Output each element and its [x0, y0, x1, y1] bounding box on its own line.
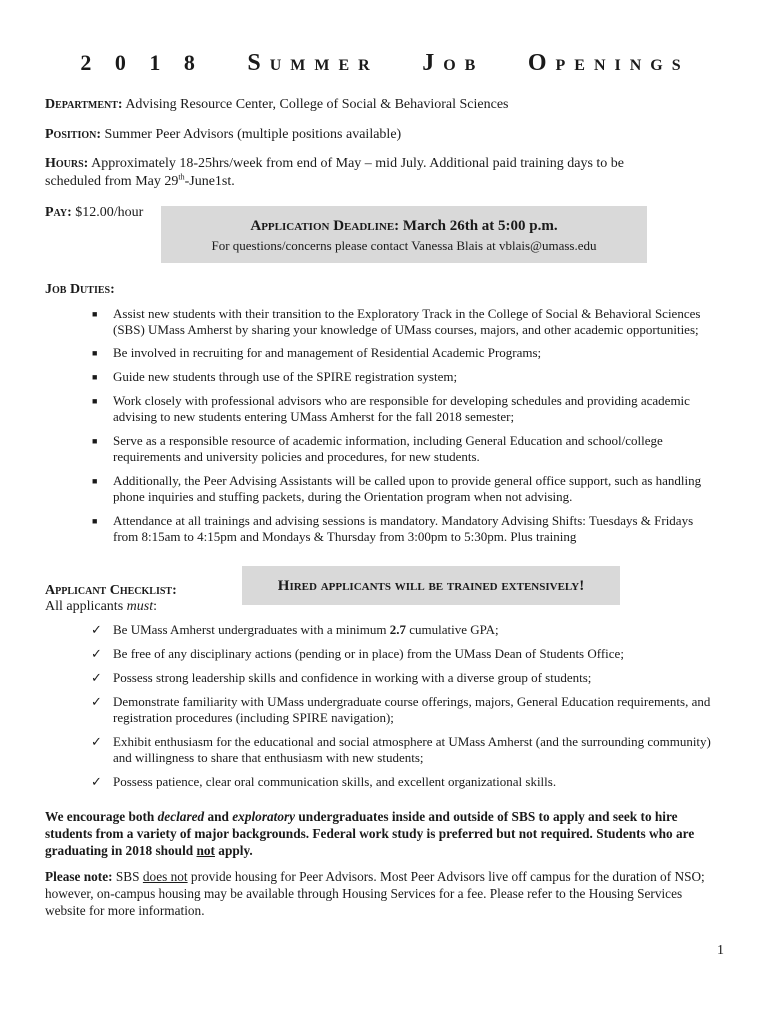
bullet-icon: ■	[92, 516, 98, 526]
note-b: does not	[142, 869, 188, 884]
deadline-box	[161, 206, 647, 263]
deadline-line	[161, 218, 647, 235]
list-item	[92, 734, 712, 766]
checklist-label: Applicant Checklist:	[45, 583, 177, 598]
check-text: Be UMass Amherst undergraduates with a minimum	[113, 622, 390, 637]
list-item	[92, 694, 712, 726]
bullet-icon: ■	[92, 396, 98, 406]
check-text: Be free of any disciplinary actions (pending or in place) from the UMass Dean of Students Office;	[113, 646, 624, 661]
list-item	[92, 473, 712, 505]
bullet-icon: ■	[92, 436, 98, 446]
duty-text: Work closely with professional advisors who are responsible for developing schedules and providing academic advising to new students entering UMass Amherst for the fall 2018 semester;	[113, 393, 690, 424]
job-duties-heading	[45, 281, 735, 298]
checklist-intro-a: All applicants	[45, 599, 127, 614]
deadline-value: March 26th at 5:00 p.m.	[402, 218, 558, 234]
title-word-initial: O	[527, 50, 556, 76]
list-item	[92, 774, 712, 790]
hired-note-box	[242, 566, 620, 605]
duty-text: Attendance at all trainings and advising sessions is mandatory. Mandatory Advising Shifts: Tuesdays & Fridays from 8:15am to 4:15pm and Mondays & Thursday from 3:00pm to 5:30pm. Plus training	[113, 513, 694, 544]
encourage-e: undergraduates inside and outside of SBS to apply and seek to hire students from a variety of major backgrounds. Federal work study is preferred but not required. Students who are graduating in 2018 should	[45, 809, 695, 858]
checklist-list	[92, 622, 712, 790]
encourage-f: not	[196, 843, 215, 858]
title-word-initial: S	[247, 50, 270, 76]
department-line	[45, 96, 735, 113]
bullet-icon: ■	[92, 476, 98, 486]
hours-value-c: -June1st.	[184, 174, 235, 189]
hours-label: Hours:	[45, 156, 89, 171]
duty-text: Be involved in recruiting for and management of Residential Academic Programs;	[113, 345, 542, 360]
title-char: 0	[114, 50, 135, 75]
department-label: Department:	[45, 97, 123, 112]
list-item	[92, 646, 712, 662]
checklist-intro-em: must	[126, 599, 154, 614]
list-item	[92, 433, 712, 465]
checkmark-icon: ✓	[91, 622, 102, 637]
title-word-rest: UMMER	[269, 57, 379, 74]
pay-value: $12.00/hour	[75, 205, 144, 220]
list-item	[92, 670, 712, 686]
check-text: Demonstrate familiarity with UMass undergraduate course offerings, majors, General Education requirements, and registration procedures (including SPIRE navigation);	[113, 694, 711, 725]
list-item	[92, 306, 712, 338]
job-duties-list	[92, 306, 712, 545]
encourage-d: exploratory	[232, 809, 296, 824]
list-item	[92, 369, 712, 385]
title-word-rest: OB	[443, 57, 485, 74]
check-text: Possess strong leadership skills and confidence in working with a diverse group of students;	[113, 670, 592, 685]
hours-value: Approximately 18-25hrs/week from end of May – mid July. Additional paid training days to be	[91, 156, 625, 171]
hours-sup: th	[178, 172, 185, 182]
hours-line	[45, 155, 735, 172]
position-label: Position:	[45, 127, 102, 142]
note-c: provide housing for Peer Advisors. Most Peer Advisors live off campus for the duration of NSO; however, on-campus housing may be available through Housing Services for a fee. Please refer to the Housing Services website for more information.	[45, 869, 705, 918]
duty-text: Assist new students with their transition to the Exploratory Track in the College of Social & Behavioral Sciences (SBS) UMass Amherst by sharing your knowledge of UMass courses, majors, and other academic opportunities;	[113, 306, 701, 337]
check-text: Possess patience, clear oral communication skills, and excellent organizational skills.	[113, 774, 557, 789]
duty-text: Serve as a responsible resource of academic information, including General Education and school/college requirements and university policies and procedures, for new students.	[113, 433, 663, 464]
title-char: 2	[80, 50, 101, 75]
checklist-intro-b: :	[153, 599, 157, 614]
hours-line-2	[45, 173, 735, 190]
bullet-icon: ■	[92, 372, 98, 382]
bullet-icon: ■	[92, 309, 98, 319]
job-duties-label: Job Duties:	[45, 282, 115, 297]
hired-note: Hired applicants will be trained extensively!	[277, 578, 585, 594]
checkmark-icon: ✓	[91, 694, 102, 709]
duty-text: Additionally, the Peer Advising Assistants will be called upon to provide general office support, such as handling phone inquiries and stuffing packets, during the Orientation program when not advising.	[113, 473, 702, 504]
department-value: Advising Resource Center, College of Social & Behavioral Sciences	[125, 97, 509, 112]
pay-label: Pay:	[45, 205, 72, 220]
checkmark-icon: ✓	[91, 774, 102, 789]
encourage-b: declared	[157, 809, 205, 824]
encourage-a: We encourage both	[45, 809, 158, 824]
check-text: Exhibit enthusiasm for the educational and social atmosphere at UMass Amherst (and the surrounding community) and willingness to share that enthusiasm with new students;	[113, 734, 711, 765]
duty-text: Guide new students through use of the SPIRE registration system;	[113, 369, 458, 384]
checkmark-icon: ✓	[91, 670, 102, 685]
check-text: cumulative GPA;	[405, 622, 499, 637]
hours-value-b: scheduled from May 29	[45, 174, 179, 189]
checkmark-icon: ✓	[91, 646, 102, 661]
list-item	[92, 513, 712, 545]
page-title	[0, 50, 770, 77]
title-char: 8	[183, 50, 204, 75]
title-char: 1	[149, 50, 170, 75]
gpa-value: 2.7	[389, 622, 406, 637]
position-value: Summer Peer Advisors (multiple positions available)	[104, 127, 402, 142]
deadline-label: Application Deadline:	[250, 218, 400, 234]
position-line	[45, 126, 735, 143]
encourage-c: and	[204, 809, 233, 824]
checkmark-icon: ✓	[91, 734, 102, 749]
list-item	[92, 393, 712, 425]
deadline-contact: For questions/concerns please contact Vanessa Blais at vblais@umass.edu	[211, 238, 597, 253]
note-a: SBS	[112, 869, 143, 884]
list-item	[92, 622, 712, 638]
page-number: 1	[717, 943, 724, 958]
title-word-rest: PENINGS	[555, 57, 690, 74]
encourage-g: apply.	[214, 843, 253, 858]
encourage-paragraph	[45, 808, 715, 859]
note-label: Please note:	[45, 869, 113, 884]
title-word-initial: J	[422, 50, 444, 76]
bullet-icon: ■	[92, 348, 98, 358]
list-item	[92, 345, 712, 361]
housing-note	[45, 868, 715, 919]
